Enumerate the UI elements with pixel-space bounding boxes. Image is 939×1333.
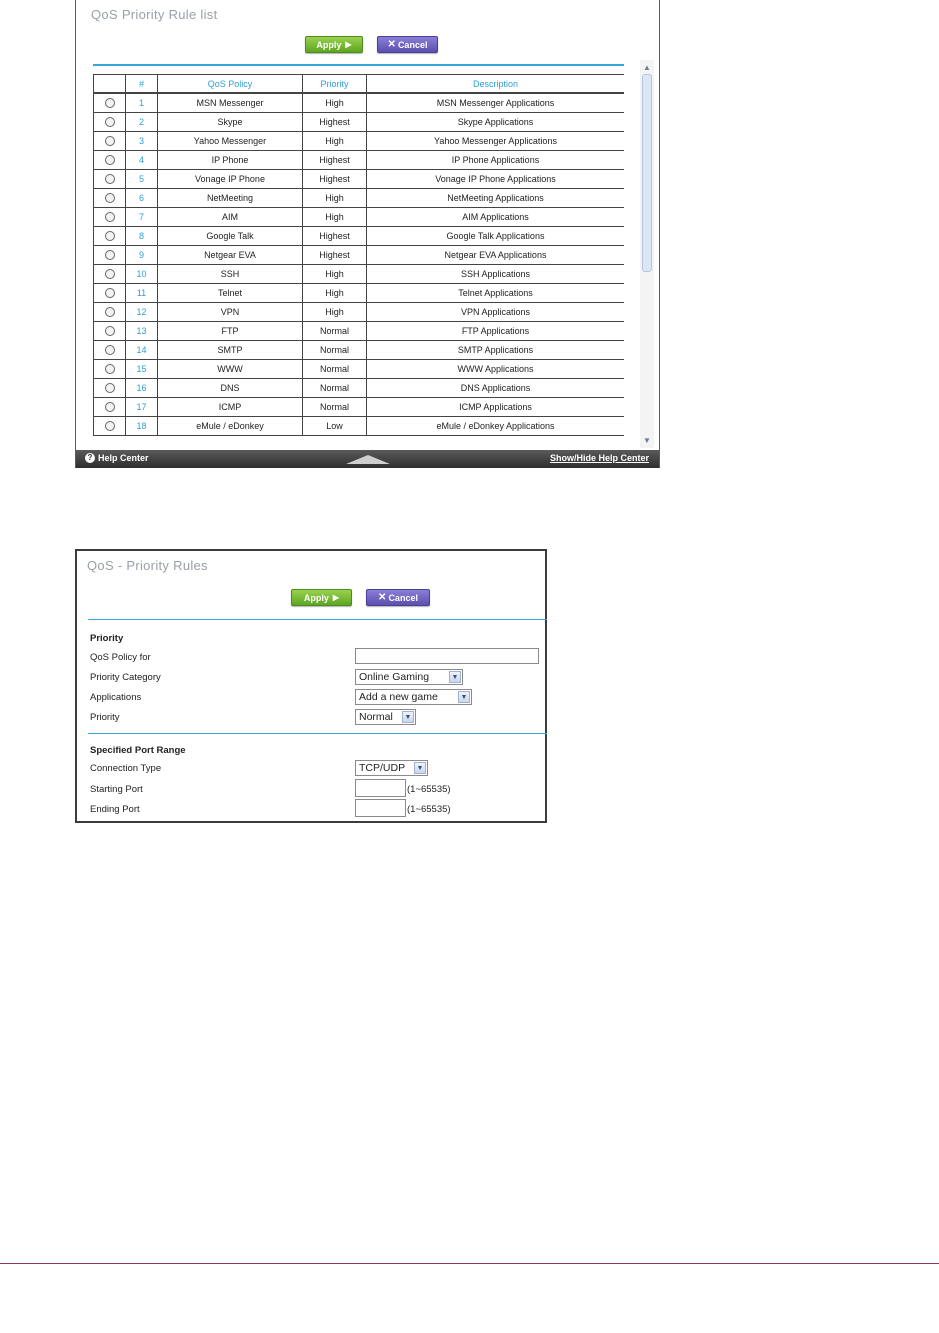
page-title: QoS - Priority Rules <box>87 558 208 573</box>
row-priority: High <box>303 208 367 227</box>
row-select-cell <box>94 417 126 436</box>
row-select-cell <box>94 151 126 170</box>
row-priority: High <box>303 284 367 303</box>
scroll-up-icon[interactable]: ▲ <box>643 63 651 72</box>
row-number: 16 <box>126 379 158 398</box>
row-select-cell <box>94 93 126 113</box>
row-select-cell <box>94 379 126 398</box>
chevron-down-icon[interactable]: ▼ <box>458 691 470 703</box>
row-number: 11 <box>126 284 158 303</box>
row-select-cell <box>94 246 126 265</box>
row-policy: AIM <box>158 208 303 227</box>
table-row[interactable] <box>94 170 625 189</box>
row-priority: Normal <box>303 398 367 417</box>
qos-priority-rule-list-panel <box>75 0 660 468</box>
row-policy: NetMeeting <box>158 189 303 208</box>
divider <box>88 733 547 734</box>
show-hide-help-center-link[interactable]: Show/Hide Help Center <box>549 453 649 463</box>
chevron-down-icon[interactable]: ▼ <box>414 762 426 774</box>
row-policy: Skype <box>158 113 303 132</box>
connection-type-label: Connection Type <box>90 763 162 774</box>
row-priority: Normal <box>303 341 367 360</box>
apply-button[interactable] <box>305 36 363 53</box>
row-radio-button[interactable] <box>105 345 115 355</box>
row-priority: High <box>303 303 367 322</box>
row-radio-button[interactable] <box>105 250 115 260</box>
ending-port-input[interactable] <box>355 799 406 817</box>
row-select-cell <box>94 322 126 341</box>
row-policy: SSH <box>158 265 303 284</box>
row-number: 7 <box>126 208 158 227</box>
apply-label: Apply <box>316 39 342 50</box>
row-priority: Highest <box>303 170 367 189</box>
row-policy: Vonage IP Phone <box>158 170 303 189</box>
row-policy: WWW <box>158 360 303 379</box>
row-priority: Normal <box>303 360 367 379</box>
table-row[interactable] <box>94 379 625 398</box>
applications-select[interactable] <box>355 689 472 705</box>
play-arrow-icon: ▶ <box>345 40 352 49</box>
ending-port-range-hint: (1~65535) <box>407 804 451 815</box>
row-select-cell <box>94 341 126 360</box>
row-number: 15 <box>126 360 158 379</box>
page-divider <box>0 1263 939 1264</box>
table-row[interactable] <box>94 113 625 132</box>
row-policy: ICMP <box>158 398 303 417</box>
row-description: FTP Applications <box>367 322 625 341</box>
row-number: 9 <box>126 246 158 265</box>
scrollbar-thumb[interactable] <box>642 74 652 272</box>
row-policy: Google Talk <box>158 227 303 246</box>
row-radio-button[interactable] <box>105 117 115 127</box>
table-row[interactable] <box>94 303 625 322</box>
row-description: Google Talk Applications <box>367 227 625 246</box>
row-priority: Normal <box>303 379 367 398</box>
priority-category-select[interactable] <box>355 669 463 685</box>
row-select-cell <box>94 303 126 322</box>
table-header-row <box>94 75 625 94</box>
qos-policy-for-label: QoS Policy for <box>90 652 151 663</box>
row-select-cell <box>94 265 126 284</box>
help-icon: ? <box>85 453 95 463</box>
row-number: 12 <box>126 303 158 322</box>
table-row[interactable] <box>94 398 625 417</box>
starting-port-input[interactable] <box>355 779 406 797</box>
row-radio-button[interactable] <box>105 288 115 298</box>
row-radio-button[interactable] <box>105 364 115 374</box>
column-header-priority: Priority <box>303 75 367 94</box>
table-row[interactable] <box>94 417 625 436</box>
row-select-cell <box>94 170 126 189</box>
chevron-down-icon[interactable]: ▼ <box>402 711 414 723</box>
table-row[interactable] <box>94 341 625 360</box>
table-row[interactable] <box>94 151 625 170</box>
ending-port-label: Ending Port <box>90 804 140 815</box>
starting-port-label: Starting Port <box>90 784 143 795</box>
row-select-cell <box>94 284 126 303</box>
play-arrow-icon: ▶ <box>332 593 340 602</box>
row-description: Skype Applications <box>367 113 625 132</box>
apply-label: Apply <box>303 592 329 603</box>
specified-port-range-heading: Specified Port Range <box>90 745 186 756</box>
priority-section-heading: Priority <box>90 633 124 644</box>
applications-label: Applications <box>90 692 142 703</box>
row-select-cell <box>94 360 126 379</box>
column-header-policy: QoS Policy <box>158 75 303 94</box>
priority-category-value: Online Gaming <box>359 671 430 683</box>
row-description: Telnet Applications <box>367 284 625 303</box>
row-number: 6 <box>126 189 158 208</box>
cancel-button[interactable] <box>366 589 430 606</box>
row-select-cell <box>94 132 126 151</box>
row-description: DNS Applications <box>367 379 625 398</box>
connection-type-value: TCP/UDP <box>359 762 406 774</box>
priority-select[interactable] <box>355 709 416 725</box>
row-priority: Normal <box>303 322 367 341</box>
table-row[interactable] <box>94 284 625 303</box>
priority-label: Priority <box>90 712 120 723</box>
expand-tab-icon[interactable] <box>346 455 390 464</box>
vertical-scrollbar[interactable] <box>640 60 654 448</box>
row-number: 17 <box>126 398 158 417</box>
row-radio-button[interactable] <box>105 231 115 241</box>
row-priority: High <box>303 93 367 113</box>
row-priority: High <box>303 189 367 208</box>
close-icon: ✕ <box>378 592 387 603</box>
column-header-number: # <box>126 75 158 94</box>
help-center-bar <box>76 450 659 468</box>
close-icon: ✕ <box>387 39 396 50</box>
cancel-label: Cancel <box>388 592 418 603</box>
connection-type-select[interactable] <box>355 760 428 776</box>
help-center[interactable] <box>85 453 149 463</box>
row-radio-button[interactable] <box>105 402 115 412</box>
row-number: 14 <box>126 341 158 360</box>
row-description: AIM Applications <box>367 208 625 227</box>
row-description: NetMeeting Applications <box>367 189 625 208</box>
help-center-label: Help Center <box>98 453 149 463</box>
chevron-down-icon[interactable]: ▼ <box>449 671 461 683</box>
row-radio-button[interactable] <box>105 98 115 108</box>
qos-priority-rules-panel <box>75 549 547 823</box>
divider <box>88 619 547 620</box>
row-policy: Netgear EVA <box>158 246 303 265</box>
row-description: Yahoo Messenger Applications <box>367 132 625 151</box>
row-radio-button[interactable] <box>105 326 115 336</box>
row-policy: Telnet <box>158 284 303 303</box>
column-header-description: Description <box>367 75 625 94</box>
row-number: 2 <box>126 113 158 132</box>
row-policy: FTP <box>158 322 303 341</box>
cancel-button[interactable] <box>377 36 438 53</box>
page-title: QoS Priority Rule list <box>91 7 218 22</box>
row-radio-button[interactable] <box>105 136 115 146</box>
row-description: Netgear EVA Applications <box>367 246 625 265</box>
applications-value: Add a new game <box>359 691 438 703</box>
row-radio-button[interactable] <box>105 383 115 393</box>
table-row[interactable] <box>94 246 625 265</box>
table-row[interactable] <box>94 189 625 208</box>
row-policy: VPN <box>158 303 303 322</box>
row-description: WWW Applications <box>367 360 625 379</box>
row-radio-button[interactable] <box>105 421 115 431</box>
priority-value: Normal <box>359 711 393 723</box>
row-radio-button[interactable] <box>105 193 115 203</box>
row-description: VPN Applications <box>367 303 625 322</box>
table-row[interactable] <box>94 132 625 151</box>
cancel-label: Cancel <box>397 39 428 50</box>
row-policy: IP Phone <box>158 151 303 170</box>
row-priority: High <box>303 132 367 151</box>
row-number: 13 <box>126 322 158 341</box>
row-select-cell <box>94 113 126 132</box>
row-policy: Yahoo Messenger <box>158 132 303 151</box>
row-description: MSN Messenger Applications <box>367 93 625 113</box>
select-column-header <box>94 75 126 94</box>
row-description: SSH Applications <box>367 265 625 284</box>
row-priority: Low <box>303 417 367 436</box>
row-priority: Highest <box>303 113 367 132</box>
table-row[interactable] <box>94 322 625 341</box>
row-radio-button[interactable] <box>105 174 115 184</box>
qos-policy-for-input[interactable] <box>355 648 539 664</box>
table-row[interactable] <box>94 265 625 284</box>
row-description: Vonage IP Phone Applications <box>367 170 625 189</box>
row-priority: High <box>303 265 367 284</box>
row-number: 4 <box>126 151 158 170</box>
table-row[interactable] <box>94 93 625 113</box>
row-radio-button[interactable] <box>105 212 115 222</box>
row-select-cell <box>94 189 126 208</box>
row-description: ICMP Applications <box>367 398 625 417</box>
row-policy: DNS <box>158 379 303 398</box>
row-number: 1 <box>126 93 158 113</box>
rule-list-body <box>94 93 625 436</box>
row-number: 8 <box>126 227 158 246</box>
table-row[interactable] <box>94 227 625 246</box>
row-number: 18 <box>126 417 158 436</box>
apply-button[interactable] <box>291 589 352 606</box>
row-number: 10 <box>126 265 158 284</box>
table-row[interactable] <box>94 208 625 227</box>
row-number: 5 <box>126 170 158 189</box>
scroll-down-icon[interactable]: ▼ <box>643 436 651 445</box>
row-priority: Highest <box>303 227 367 246</box>
row-description: eMule / eDonkey Applications <box>367 417 625 436</box>
row-policy: MSN Messenger <box>158 93 303 113</box>
row-select-cell <box>94 227 126 246</box>
row-select-cell <box>94 398 126 417</box>
row-radio-button[interactable] <box>105 307 115 317</box>
row-radio-button[interactable] <box>105 155 115 165</box>
divider <box>93 64 624 66</box>
row-description: SMTP Applications <box>367 341 625 360</box>
row-priority: Highest <box>303 246 367 265</box>
priority-category-label: Priority Category <box>90 672 161 683</box>
row-priority: Highest <box>303 151 367 170</box>
row-description: IP Phone Applications <box>367 151 625 170</box>
row-radio-button[interactable] <box>105 269 115 279</box>
rule-list-scroll-area[interactable] <box>93 74 624 446</box>
rule-list-table <box>93 74 624 436</box>
row-number: 3 <box>126 132 158 151</box>
row-select-cell <box>94 208 126 227</box>
row-policy: eMule / eDonkey <box>158 417 303 436</box>
row-policy: SMTP <box>158 341 303 360</box>
starting-port-range-hint: (1~65535) <box>407 784 451 795</box>
table-row[interactable] <box>94 360 625 379</box>
